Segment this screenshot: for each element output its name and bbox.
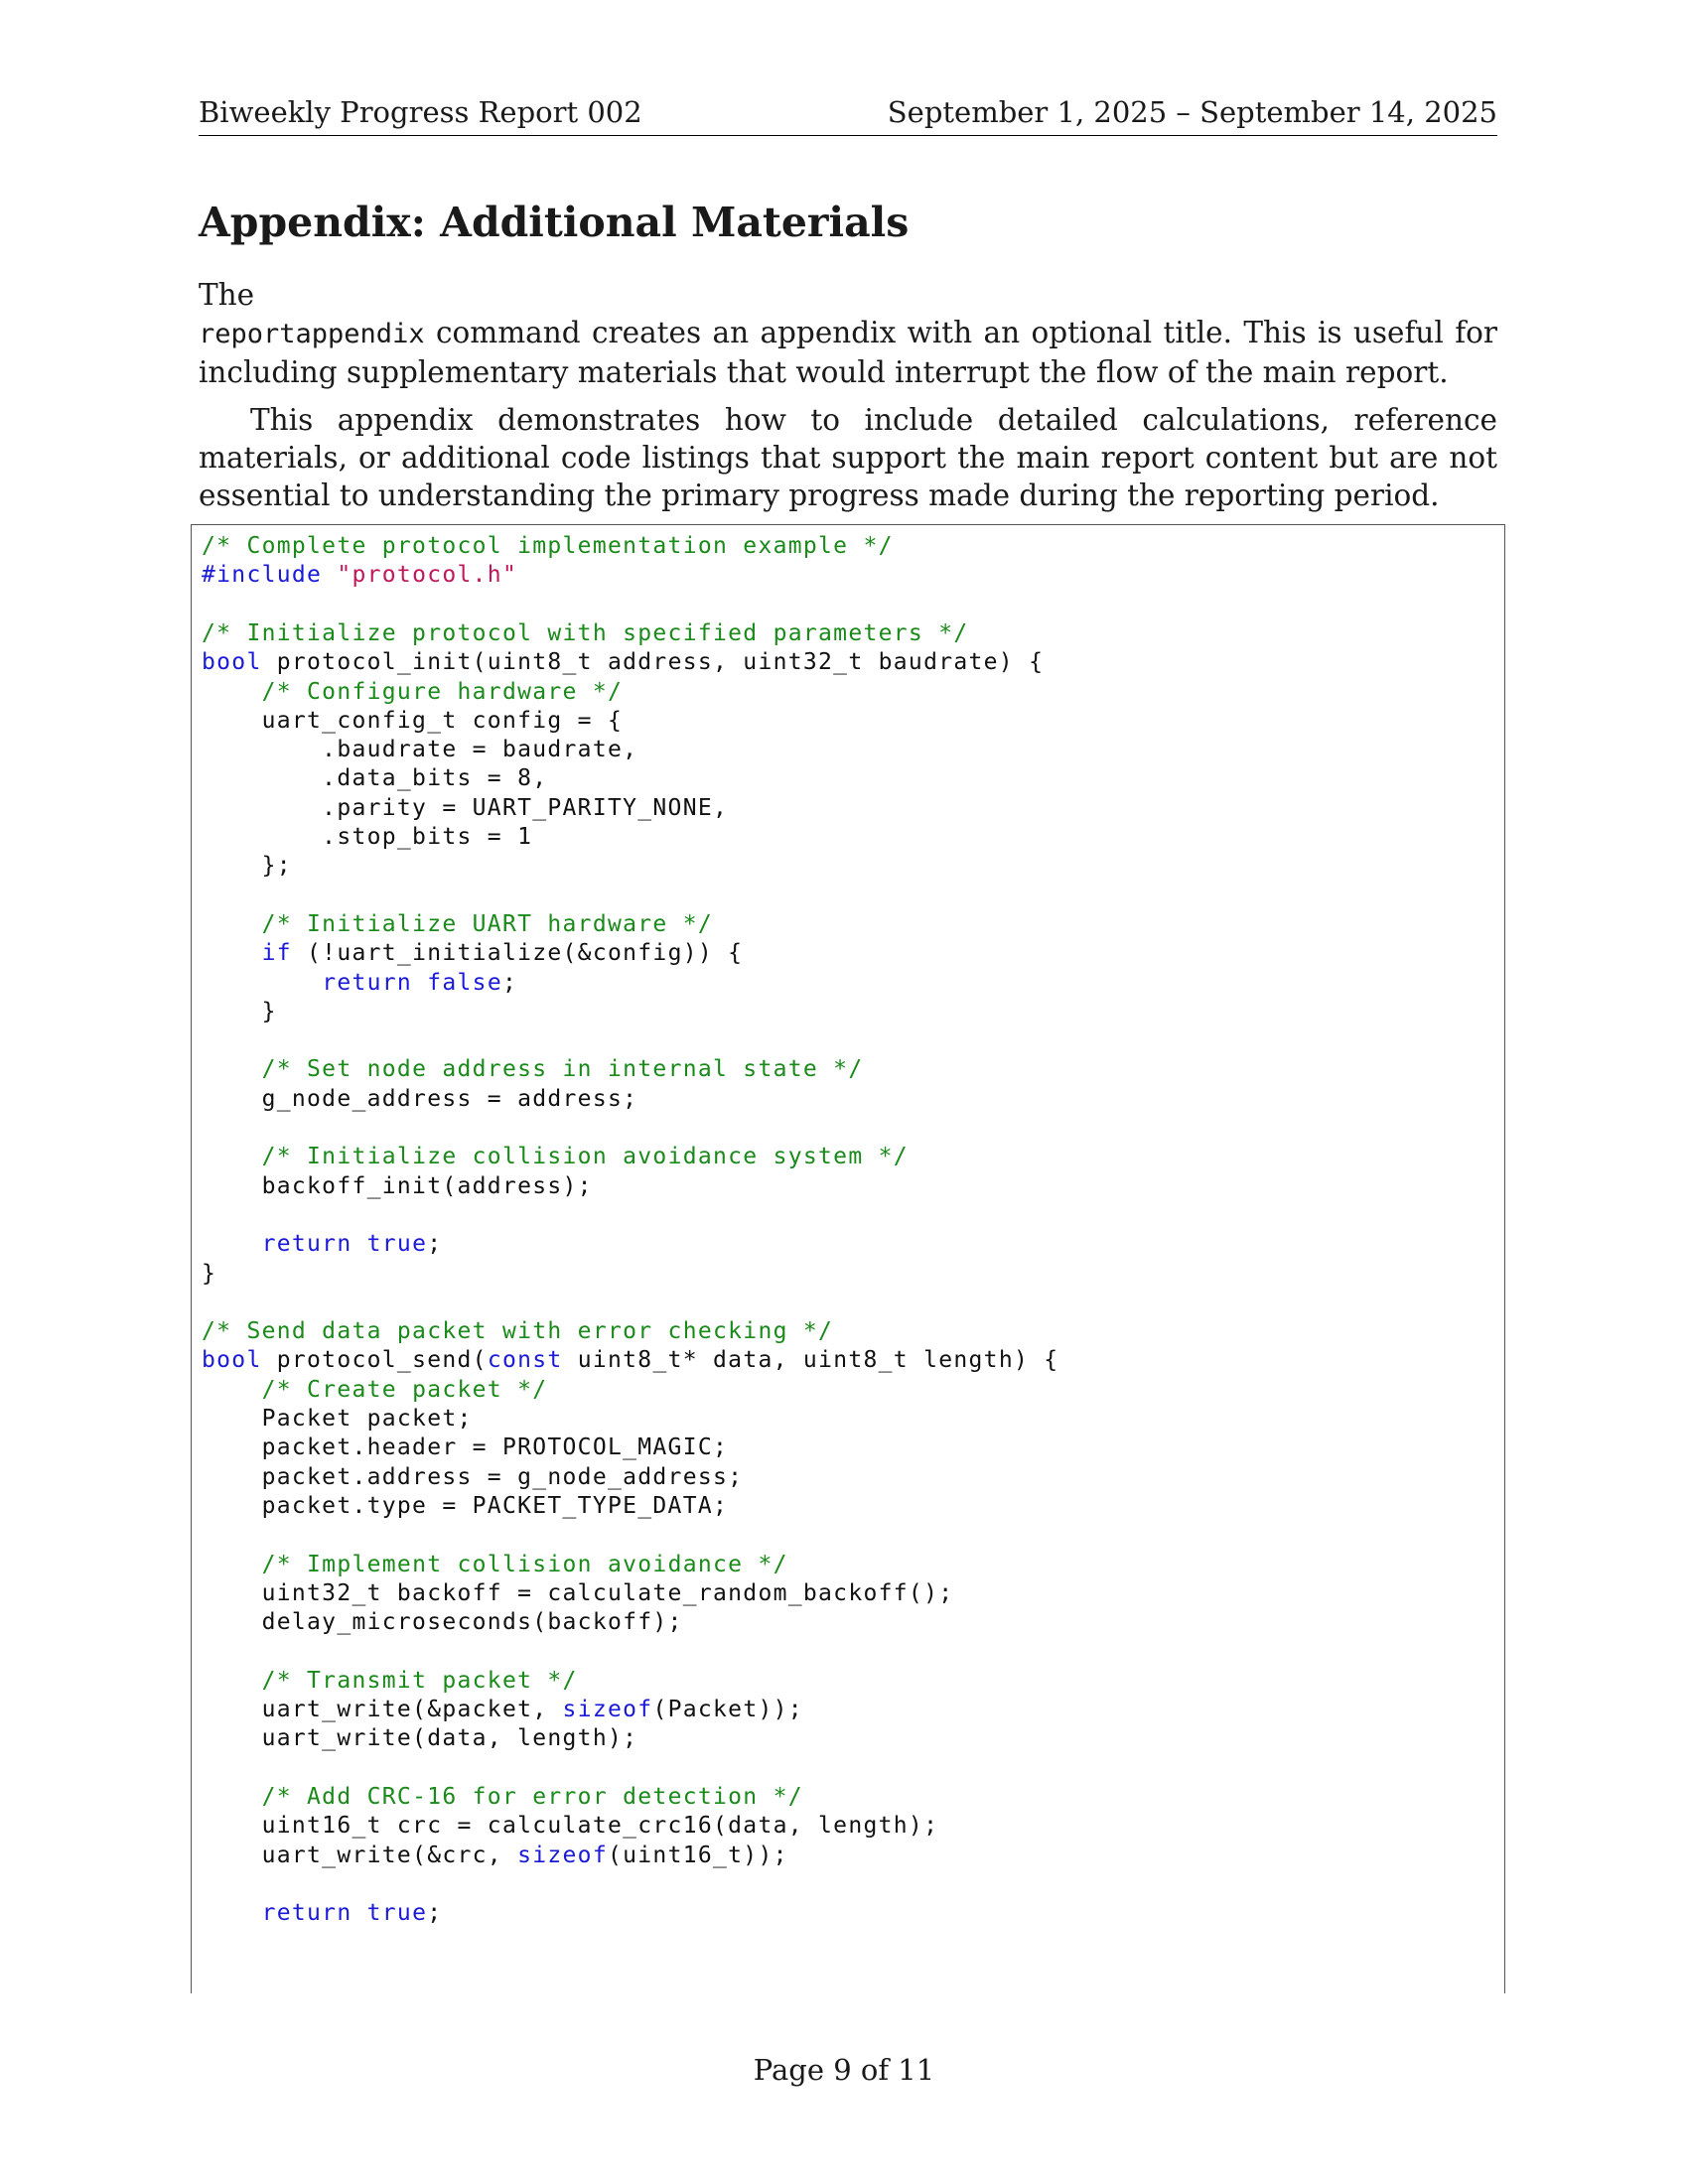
code-token: .stop_bits = 1 — [202, 824, 533, 850]
code-token — [202, 1668, 262, 1694]
code-line — [202, 533, 894, 563]
code-line — [202, 970, 517, 1000]
code-listing — [191, 524, 1505, 1993]
code-token — [202, 1056, 262, 1082]
code-line — [202, 795, 728, 825]
code-token — [202, 940, 262, 966]
code-token: (Packet)); — [652, 1697, 803, 1722]
code-token — [202, 1784, 262, 1810]
code-token: uint16_t crc = calculate_crc16(data, length); — [202, 1813, 939, 1840]
code-token: protocol_send( — [261, 1347, 488, 1374]
code-line — [202, 1697, 803, 1726]
date-range: September 1, 2025 – September 14, 2025 — [887, 95, 1497, 129]
code-token: packet.header = PROTOCOL_MAGIC; — [202, 1434, 729, 1461]
intro-line-1: The — [199, 278, 255, 312]
code-token: uart_write(&packet, — [202, 1697, 563, 1722]
code-token: true — [366, 1231, 428, 1258]
intro-text: command creates an appendix with an optional title. This is useful for including supplementary materials that would interrupt the flow of the main report. — [199, 316, 1497, 389]
code-line — [202, 1493, 728, 1523]
body-paragraph: This appendix demonstrates how to include detailed calculations, reference materials, or additional code listings that support the main report content but are not essential to understanding the primary progress made during the reporting period. — [199, 403, 1497, 512]
code-token: return — [261, 1900, 352, 1927]
code-token: true — [366, 1900, 428, 1927]
section-heading: Appendix: Additional Materials — [199, 199, 910, 246]
code-token: packet.type = PACKET_TYPE_DATA; — [202, 1492, 729, 1519]
code-line — [202, 649, 1044, 679]
code-token: bool — [202, 649, 262, 676]
code-token: /* Initialize UART hardware */ — [261, 910, 714, 937]
code-line — [202, 1086, 637, 1116]
code-token: uint32_t backoff = calculate_random_backoff(); — [202, 1579, 954, 1606]
code-token: } — [202, 1260, 217, 1287]
code-token: /* Initialize collision avoidance system */ — [261, 1144, 909, 1170]
code-line — [202, 1609, 683, 1639]
code-token: uart_write(data, length); — [202, 1725, 638, 1752]
code-line — [202, 679, 623, 709]
code-token: g_node_address = address; — [202, 1085, 638, 1112]
code-line — [202, 1231, 442, 1261]
code-token: delay_microseconds(backoff); — [202, 1609, 683, 1636]
code-token: /* Create packet */ — [261, 1376, 548, 1403]
code-token: sizeof — [562, 1697, 653, 1722]
code-token: Packet packet; — [202, 1406, 473, 1432]
code-token: .baudrate = baudrate, — [202, 737, 638, 763]
code-token — [412, 970, 427, 996]
code-token: }; — [202, 853, 292, 880]
code-line — [202, 1900, 442, 1930]
code-token — [352, 1231, 366, 1257]
code-token: /* Transmit packet */ — [261, 1667, 578, 1694]
code-token: bool — [202, 1347, 262, 1374]
code-token: packet.address = g_node_address; — [202, 1463, 744, 1490]
code-line — [202, 737, 637, 766]
code-line — [202, 940, 743, 970]
code-line — [202, 1056, 863, 1086]
code-token: /* Set node address in internal state */ — [261, 1056, 864, 1083]
code-token — [202, 1231, 262, 1257]
code-token: /* Send data packet with error checking */ — [202, 1318, 834, 1345]
page-number: Page 9 of 11 — [753, 2053, 935, 2087]
code-token: /* Complete protocol implementation example */ — [202, 533, 894, 559]
running-header — [199, 95, 1497, 136]
code-line — [202, 1406, 473, 1435]
code-line — [202, 1347, 1058, 1377]
code-token: /* Add CRC-16 for error detection */ — [261, 1783, 803, 1810]
code-line — [202, 1552, 788, 1581]
code-token: (!uart_initialize(&config)) { — [291, 940, 744, 967]
code-token: backoff_init(address); — [202, 1172, 593, 1199]
code-line — [202, 765, 547, 795]
code-line — [202, 824, 532, 854]
code-token: ; — [427, 1231, 443, 1258]
code-token: #include — [202, 562, 338, 589]
code-token: /* Initialize protocol with specified parameters */ — [202, 619, 969, 646]
code-token: /* Implement collision avoidance */ — [261, 1551, 788, 1577]
code-line — [202, 853, 292, 883]
code-line — [202, 1843, 788, 1872]
code-token: ; — [427, 1900, 443, 1927]
code-token — [352, 1900, 366, 1926]
code-line — [202, 1173, 593, 1203]
code-line — [202, 1318, 833, 1348]
code-token — [202, 911, 262, 937]
intro-paragraph — [199, 314, 1497, 391]
code-line — [202, 1580, 953, 1610]
code-token: "protocol.h" — [337, 562, 518, 589]
code-line — [202, 620, 969, 650]
code-token: protocol_init(uint8_t address, uint32_t baudrate) { — [261, 649, 1045, 676]
code-token: uart_write(&crc, — [202, 1842, 518, 1868]
code-line — [202, 1377, 547, 1407]
code-token — [202, 1900, 262, 1926]
code-line — [202, 1261, 216, 1291]
code-line — [202, 1144, 909, 1173]
code-line — [202, 1813, 938, 1843]
code-token — [202, 1552, 262, 1577]
code-token: /* Configure hardware */ — [261, 678, 624, 705]
code-token — [202, 679, 262, 705]
code-token — [202, 1144, 262, 1169]
code-line — [202, 1784, 803, 1814]
code-token — [202, 1377, 262, 1403]
code-token: return — [322, 969, 413, 996]
code-line — [202, 1434, 728, 1464]
code-token: (uint16_t)); — [607, 1842, 788, 1868]
code-token: false — [427, 969, 502, 996]
code-token: uart_config_t config = { — [202, 707, 624, 734]
code-line — [202, 562, 517, 592]
code-line — [202, 999, 277, 1028]
code-token: .data_bits = 8, — [202, 765, 548, 792]
code-token: ; — [501, 969, 518, 996]
code-token: .parity = UART_PARITY_NONE, — [202, 794, 729, 821]
code-token: const — [487, 1347, 563, 1374]
code-token: return — [261, 1231, 352, 1258]
code-token — [202, 970, 322, 996]
command-name: reportappendix — [199, 319, 425, 349]
code-token: uint8_t* data, uint8_t length) { — [562, 1347, 1059, 1374]
code-token: sizeof — [517, 1842, 608, 1868]
code-token: if — [261, 940, 292, 967]
code-line — [202, 1668, 578, 1698]
code-token: } — [202, 998, 277, 1024]
code-line — [202, 911, 713, 941]
code-line — [202, 708, 623, 738]
code-line — [202, 1725, 637, 1755]
code-line — [202, 1464, 743, 1494]
report-title: Biweekly Progress Report 002 — [199, 95, 642, 129]
